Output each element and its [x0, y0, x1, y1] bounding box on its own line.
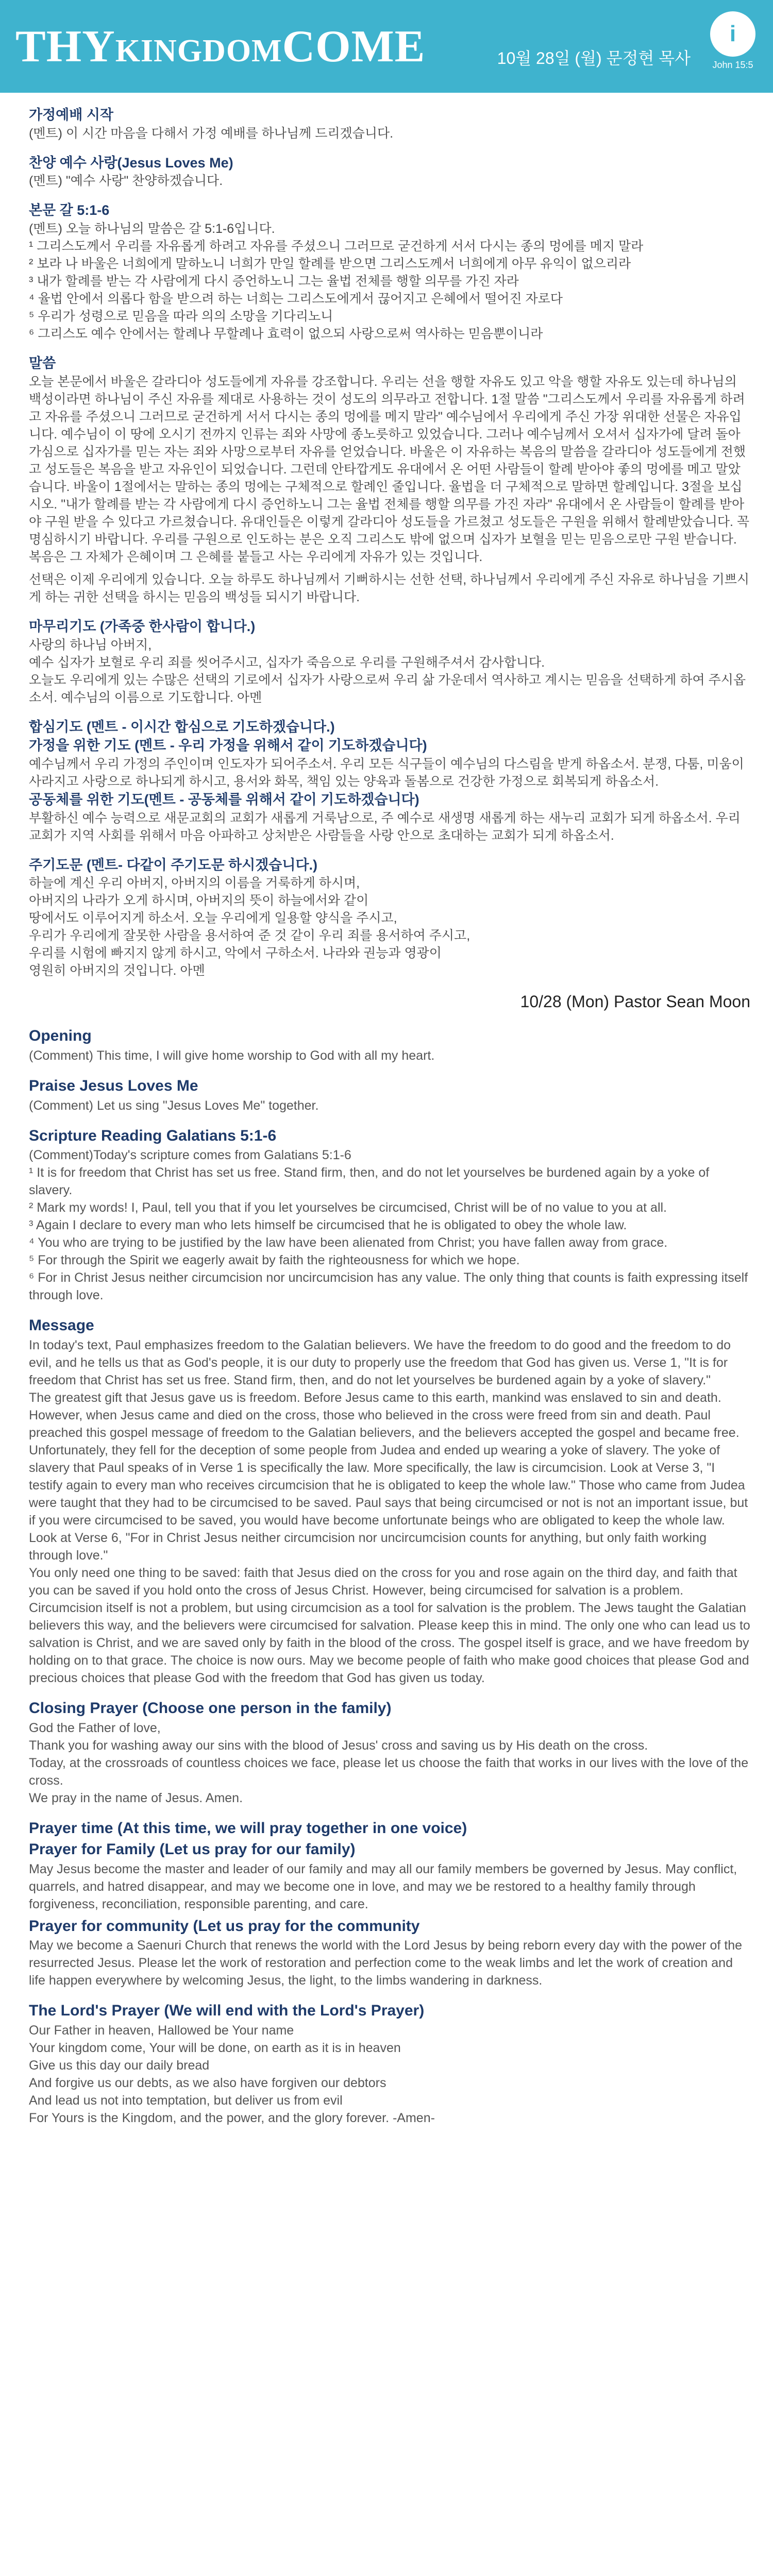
pastor-signature: 10/28 (Mon) Pastor Sean Moon: [520, 992, 750, 1011]
ko-scripture: 본문 갈 5:1-6 (멘트) 오늘 하나님의 말씀은 갈 5:1-6입니다. ¹ 그리스도께서 우리를 자유롭게 하려고 자유를 주셨으니 그러므로 굳건하게 서서 다시는 종의 멍에를 메지 말라 ² 보라 나 바울은 너희에게 말하노니 너희가 만일 할례를 받으면 그리스도께서 너희에게 아무 유익이 없으리라 ³ 내가 할례를 받는 각 사람에게 다시 증언하노니 그는 율법 전체를 행할 의무를 가진 자라 ⁴ 율법 안에서 의롭다 함을 받으려 하는 너희는 그리스도에게서 끊어지고 은혜에서 떨어진 자로다 ⁵ 우리가 성령으로 믿음을 따라 의의 소망을 기다리노니 ⁶ 그리스도 예수 안에서는 할례나 무할례나 효력이 없으되 사랑으로써 역사하는 믿음뿐이니라: [29, 202, 644, 342]
ko-lords-prayer: 주기도문 (멘트- 다같이 주기도문 하시겠습니다.) 하늘에 계신 우리 아버지, 아버지의 이름을 거룩하게 하시며, 아버지의 나라가 오게 하시며, 아버지의 뜻이 하늘에서와 같이 땅에서도 이루어지게 하소서. 오늘 우리에게 일용할 양식을 주시고, 우리가 우리에게 잘못한 사람을 용서하여 준 것 같이 우리 죄를 용서하여 주시고, 우리를 시험에 빠지지 않게 하시고, 악에서 구하소서. 나라와 권능과 영광이 영원히 아버지의 것입니다. 아멘: [29, 857, 470, 978]
en-closing-prayer: Closing Prayer (Choose one person in the family) God the Father of love, Thank you for washing away our sins with the blood of Jesus' cross and saving us by His death on the cross. Today, at the crossroads of countless choices we face, please let us choose the faith that works in our lives with the love of the cross. We pray in the name of Jesus. Amen.: [29, 1700, 749, 1805]
en-scripture: Scripture Reading Galatians 5:1-6 (Comment)Today's scripture comes from Galatians 5:1-6 ¹ It is for freedom that Christ has set us free. Stand firm, then, and do not let yourselves be burdened again by a yoke of slavery. ² Mark my words! I, Paul, tell you that if you let yourselves be circumcised, Christ will be of no value to you at all. ³ Again I declare to every man who lets himself be circumcised that he is obligated to obey the whole law. ⁴ You who are trying to be justified by the law have been alienated from Christ; you have fallen away from grace. ⁵ For through the Spirit we eagerly await by faith the righteousness for which we hope. ⁶ For in Christ Jesus neither circumcision nor uncircumcision has any value. The only thing that counts is faith expressing itself through love.: [29, 1127, 748, 1303]
header-banner: [0, 0, 773, 93]
en-message: Message In today's text, Paul emphasizes freedom to the Galatian believers. We have the freedom to do good and the freedom to do evil, and he tells us that as God's people, it is our duty to properly use the freedom that God has given us. Verse 1, "It is for freedom that Christ has set us free. Stand firm, then, and do not let yourselves be burdened again by a yoke of slavery." The greatest gift that Jesus gave us is freedom. Before Jesus came to this earth, mankind was enslaved to sin and death. However, when Jesus came and died on the cross, those who believed in the cross were freed from sin and death. Paul preached this gospel message of freedom to the Galatian believers, and the believers accepted the gospel and became free. Unfortunately, they fell for the deception of some people from Judea and ended up wearing a yoke of slavery. The yoke of slavery that Paul speaks of in Verse 1 is specifically the law. More specifically, the law is circumcision. Look at Verse 3, "I testify again to every man who receives circumcision that he is obligated to keep the whole law." Those who came from Judea were taught that they had to be circumcised to be saved. Paul says that being circumcised or not is not an important issue, but if you were circumcised to be saved, you would have become unfortunate beings who are obligated to keep the whole law. Look at Verse 6, "For in Christ Jesus neither circumcision nor uncircumcision counts for anything, but only faith working through love." You only need one thing to be saved: faith that Jesus died on the cross for you and rose again on the third day, and faith that you can be saved if you hold onto the cross of Jesus Christ. However, being circumcised for salvation is a problem. Circumcision itself is not a problem, but using circumcision as a tool for salvation is the problem. The Jews taught the Galatian believers this way, and the believers were circumcised for salvation. Please keep this in mind. The only one who can lead us to salvation is Christ, and we are saved only by faith in the blood of the cross. The gospel itself is grace, and we have freedom by holding on to that grace. The choice is now ours. May we become people of faith who make good choices that please God and precious choices that please God with the freedom that God has given us today.: [29, 1317, 750, 1686]
ko-opening: 가정예배 시작 (멘트) 이 시간 마음을 다해서 가정 예배를 하나님께 드리겠습니다.: [29, 107, 394, 141]
en-lords-prayer: The Lord's Prayer (We will end with the Lord's Prayer) Our Father in heaven, Hallowed be Your name Your kingdom come, Your will be done, on earth as it is in heaven Give us this day our daily bread And forgive us our debts, as we also have forgiven our debtors And lead us not into temptation, but deliver us from evil For Yours is the Kingdom, and the power, and the glory forever. -Amen-: [29, 2002, 435, 2126]
ko-message: 말씀 오늘 본문에서 바울은 갈라디아 성도들에게 자유를 강조합니다. 우리는 선을 행할 자유도 있고 악을 행할 자유도 있는데 하나님의 백성이라면 하나님이 주신 자유를 제대로 사용하는 것이 성도의 의무라고 전합니다. 1절 말씀 "그리스도께서 우리를 자유롭게 하려고 자유를 주셨으니 그러므로 굳건하게 서서 다시는 종의 멍에를 메지 말라" 예수님에서 우리에게 주신 가장 위대한 선물은 자유입니다. 예수님이 이 땅에 오시기 전까지 인류는 죄와 사망에 종노릇하고 있었습니다. 그러나 예수님께서 오셔서 십자가에 달려 돌아가심으로 십자가를 믿는 자는 죄와 사망으로부터 자유를 얻었습니다. 바울은 이 자유하는 복음의 말씀을 갈라디아 성도들에게 전했고 성도들은 복음을 받고 자유인이 되었습니다. 그런데 안타깝게도 유대에서 온 어떤 사람들이 할례 받아야 좋의 멍에를 메고 말았습니다. 바울이 1절에서는 말하는 종의 멍에는 구체적으로 할례인 줄입니다. 율법을 더 구체적으로 말하면 할례입니다. 3절을 보십시오. "내가 할례를 받는 각 사람에게 다시 증언하노니 그는 율법 전체를 행할 의무를 가진 자라" 유대에서 온 사람들이 할례를 받아야 구원 받을 수 있다고 가르쳤습니다. 유대인들은 이렇게 갈라디아 성도들을 가르쳤고 성도들은 구원을 위해서 할례받았습니다. 꼭 명심하시기 바랍니다. 우리를 구원으로 인도하는 분은 오직 그리스도 밖에 없으며 십자가 보혈을 믿는 믿음으로만 구원 받습니다. 복음은 그 자체가 은혜이며 그 은혜를 붙들고 사는 우리에게 자유가 있는 것입니다. 선택은 이제 우리에게 있습니다. 오늘 하루도 하나님께서 기뻐하시는 선한 선택, 하나님께서 우리에게 주신 자유로 하나님을 기쁘시게 하는 귀한 선택을 하시는 믿음의 백성들 되시기 바랍니다.: [29, 355, 750, 604]
church-logo: [707, 11, 759, 78]
en-together-prayer: Prayer time (At this time, we will pray together in one voice) Prayer for Family (Let us pray for our family) May Jesus become the master and leader of our family and may all our family members be governed by Jesus. May conflict, quarrels, and hatred disappear, and may we become one in love, and may we be restored to a healthy family through forgiveness, reconciliation, responsible parenting, and care. Prayer for community (Let us pray for the community May we become a Saenuri Church that renews the world with the Lord Jesus by being reborn every day with the power of the resurrected Jesus. Please let the work of restoration and perfection come to the weak limbs and let the work of creation and life happen everywhere by welcoming Jesus, the light, to the limbs wandering in darkness.: [29, 1819, 743, 1988]
logo-caption: John 15:5: [712, 60, 753, 70]
en-opening: Opening (Comment) This time, I will give home worship to God with all my heart.: [29, 1027, 435, 1063]
ko-closing-prayer: 마무리기도 (가족중 한사람이 합니다.) 사랑의 하나님 아버지, 예수 십자가 보혈로 우리 죄를 씻어주시고, 십자가 죽음으로 우리를 구원해주셔서 감사합니다. 오늘도 우리에게 있는 수많은 선택의 기로에서 십자가 사랑으로써 우리 삶 가운데서 역사하고 계시는 믿음을 선택하게 하여 주시옵소서. 예수님의 이름으로 기도합니다. 아멘: [29, 618, 746, 705]
logo-mark: i: [710, 11, 755, 57]
en-praise: Praise Jesus Loves Me (Comment) Let us sing "Jesus Loves Me" together.: [29, 1077, 319, 1113]
page-title: THYKINGDOMCOME: [15, 22, 426, 72]
worship-content: [29, 106, 750, 2138]
header-date: 10월 28일 (월) 문정현 목사: [497, 49, 691, 67]
ko-praise: 찬양 예수 사랑(Jesus Loves Me) (멘트) "예수 사랑" 찬양하겠습니다.: [29, 155, 233, 189]
ko-together-prayer: 합심기도 (멘트 - 이시간 합심으로 기도하겠습니다.) 가정을 위한 기도 (멘트 - 우리 가정을 위해서 같이 기도하겠습니다) 예수님께서 우리 가정의 주인이며 인도자가 되어주소서. 우리 모든 식구들이 예수님의 다스림을 받게 하옵소서. 분쟁, 다툼, 미움이 사라지고 사랑으로 하나되게 하시고, 용서와 화목, 책임 있는 양육과 돌봄으로 건강한 가정으로 회복되게 하옵소서. 공동체를 위한 기도(멘트 - 공동체를 위해서 같이 기도하겠습니다) 부활하신 예수 능력으로 새문교회의 교회가 새롭게 거룩남으로, 주 예수로 새생명 새롭게 하는 새누리 교회가 되게 하옵소서. 우리 교회가 지역 사회를 위해서 마음 아파하고 상처받은 사람들을 사랑 안으로 초대하는 교회가 되게 하옵소서.: [29, 719, 744, 843]
